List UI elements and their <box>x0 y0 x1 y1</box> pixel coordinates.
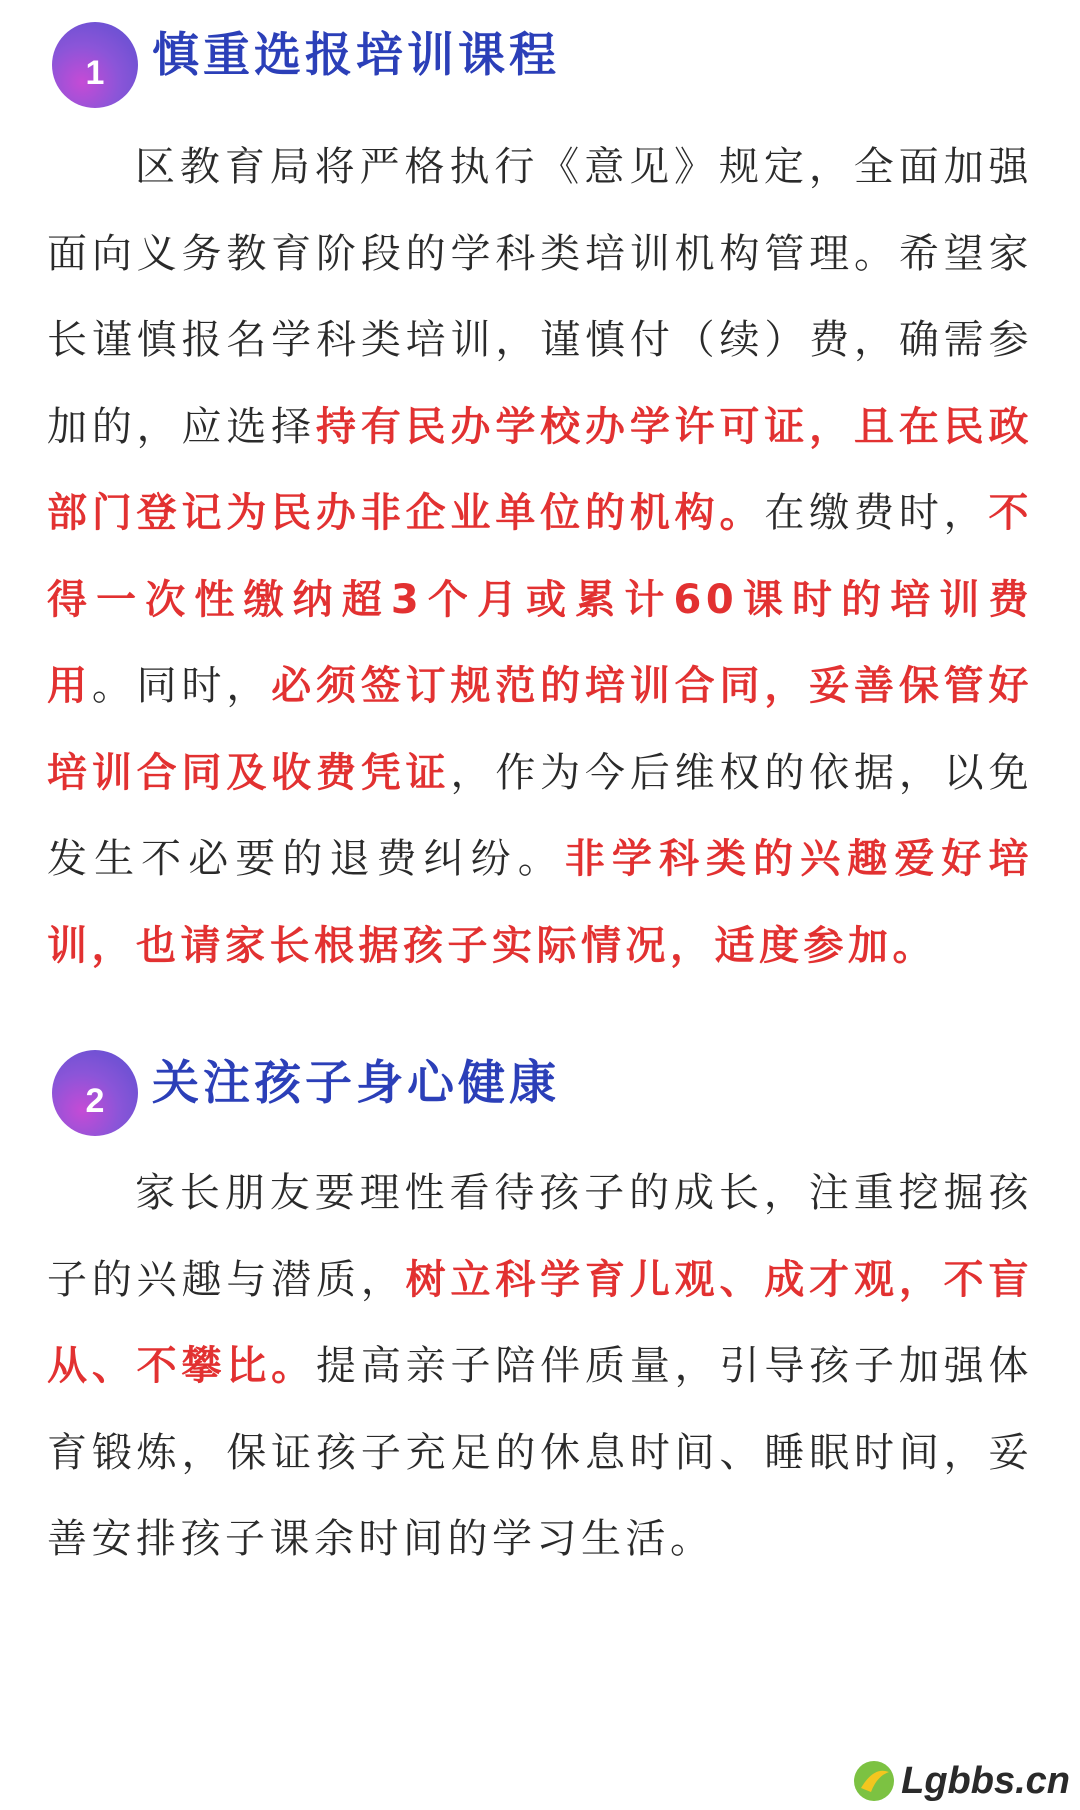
body-text: 。同时， <box>91 663 272 709</box>
section-1-header <box>52 22 560 108</box>
body-text: 提高亲子陪伴质量，引导孩子加强体育锻炼，保证孩子充足的休息时间、睡眠时间，妥善安排孩子课余时间的学习生活。 <box>47 1343 1033 1562</box>
section-number-badge: 2 <box>52 1050 138 1136</box>
section-paragraph <box>47 124 1033 989</box>
body-text: 区教育局将严格执行《意见》规定，全面加强面向义务教育阶段的学科类培训机构管理。希望家长谨慎报名学科类培训，谨慎付（续）费，确需参加的，应选择 <box>47 144 1033 450</box>
highlight-text: 不得一次性缴纳超3个月或累计60课时的培训费用 <box>47 490 1034 709</box>
section-2-header <box>52 1050 560 1136</box>
body-text: ，作为今后维权的依据，以免发生不必要的退费纠纷。 <box>47 749 1033 882</box>
highlight-text: 持有民办学校办学许可证，且在民政部门登记为民办非企业单位的机构。 <box>47 403 1033 536</box>
section-paragraph <box>47 1150 1033 1583</box>
watermark-logo-icon <box>851 1758 897 1804</box>
body-text: 在缴费时， <box>764 490 989 536</box>
section-title: 慎重选报培训课程 <box>152 27 560 83</box>
watermark-text: Lgbbs.cn <box>901 1759 1070 1802</box>
body-text: 家长朋友要理性看待孩子的成长，注重挖掘孩子的兴趣与潜质， <box>47 1170 1033 1303</box>
highlight-text: 必须签订规范的培训合同，妥善保管好培训合同及收费凭证 <box>47 663 1034 796</box>
watermark <box>851 1758 1070 1804</box>
highlight-text: 树立科学育儿观、成才观，不盲从、不攀比。 <box>47 1256 1034 1389</box>
section-number-badge: 1 <box>52 22 138 108</box>
section-title: 关注孩子身心健康 <box>152 1055 560 1111</box>
highlight-text: 非学科类的兴趣爱好培训，也请家长根据孩子实际情况，适度参加。 <box>47 836 1034 969</box>
